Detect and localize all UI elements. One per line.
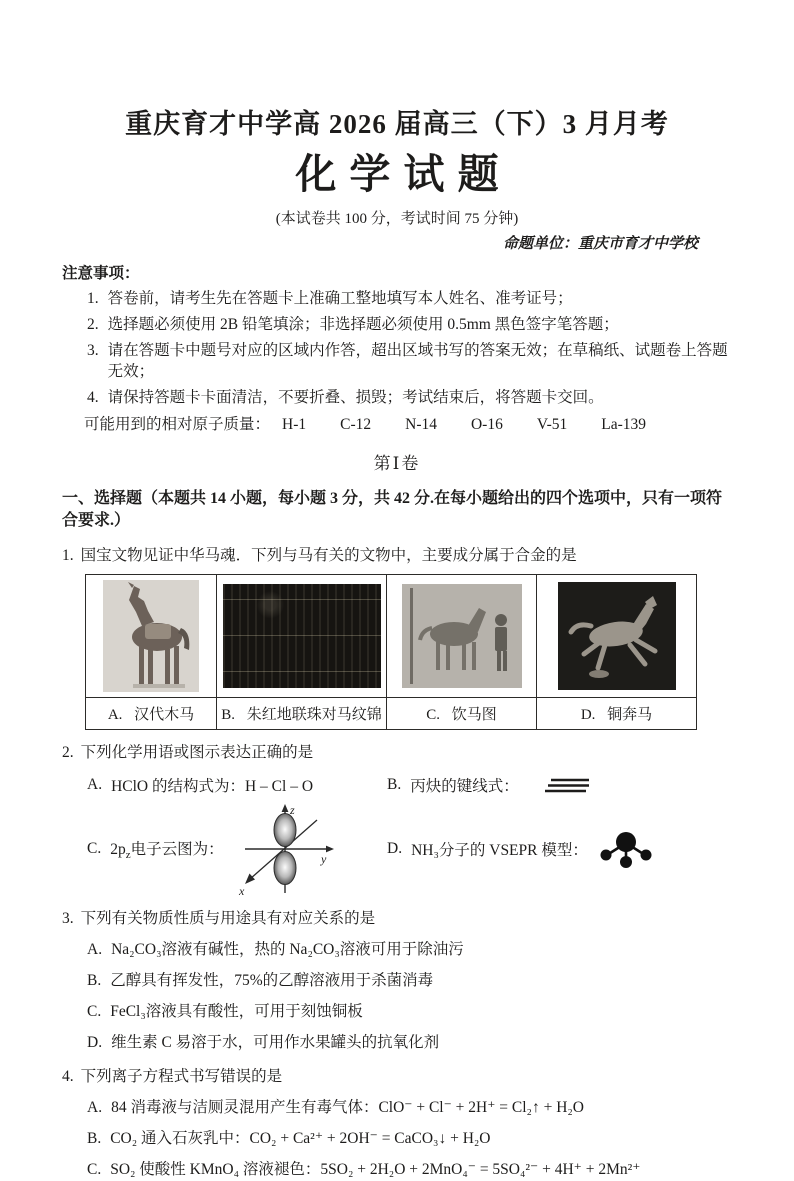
option-letter: A.	[87, 940, 103, 958]
atomic-mass-value: La-139	[601, 415, 647, 433]
relic-cell-image-c	[387, 574, 537, 697]
relic-option-name: 朱红地联珠对马纹锦	[246, 706, 382, 723]
question-number: 1.	[62, 546, 74, 564]
pz-orbital-diagram	[233, 802, 337, 896]
option-text: NH₃分子的 VSEPR 模型：	[411, 841, 588, 859]
question-number: 3.	[62, 909, 74, 927]
triple-bond-glyph	[544, 776, 590, 794]
paper-info: (本试卷共 100 分，考试时间 75 分钟)	[275, 210, 519, 227]
option-letter: C.	[87, 839, 102, 857]
axis-label-x: x	[238, 883, 244, 898]
relic-label-a	[86, 697, 217, 729]
notice-item-number: 4.	[87, 388, 99, 406]
option-2b	[387, 774, 590, 796]
atomic-mass-value: H-1	[282, 415, 307, 433]
question-text: 下列离子方程式书写错误的是	[80, 1067, 283, 1085]
question-1	[62, 545, 732, 730]
volume-title: 第Ⅰ卷	[373, 453, 421, 473]
option-2d	[387, 802, 655, 896]
relic-label-b	[217, 697, 387, 729]
option-letter: C.	[87, 1002, 102, 1020]
relic-option-name: 汉代木马	[134, 706, 195, 723]
option-text: 维生素 C 易溶于水，可用作水果罐头的抗氧化剂	[111, 1033, 440, 1051]
relic-option-letter: B.	[221, 706, 235, 723]
question-4	[62, 1066, 732, 1181]
relic-cell-image-a	[86, 574, 217, 697]
option-letter: A.	[87, 775, 103, 793]
brocade-image	[223, 584, 381, 688]
notice-item-text: 请在答题卡中题号对应的区域内作答，超出区域书写的答案无效；在草稿纸、试题卷上答题无效；	[107, 341, 728, 380]
notice-item-number: 2.	[87, 315, 99, 333]
option-letter: D.	[87, 1033, 103, 1051]
relic-option-name: 饮马图	[451, 706, 497, 723]
relic-cell-image-b	[217, 574, 387, 697]
option-4a	[87, 1097, 732, 1119]
relic-option-name: 铜奔马	[607, 706, 653, 723]
notice-item-2	[87, 314, 732, 335]
option-text: 乙醇具有挥发性，75%的乙醇溶液用于杀菌消毒	[110, 971, 434, 989]
horse-painting-image	[402, 584, 522, 688]
vsepr-model-image	[597, 828, 655, 870]
option-text: SO₂ 使酸性 KMnO₄ 溶液褪色：5SO₂ + 2H₂O + 2MnO₄⁻ = 5SO₄²⁻ + 4H⁺ + 2Mn²⁺	[110, 1160, 641, 1178]
exam-subject: 化学试题	[295, 150, 512, 197]
atomic-mass-value: C-12	[340, 415, 372, 433]
relic-label-d	[537, 697, 697, 729]
question-3	[62, 908, 732, 1054]
issuer-note: 命题单位：重庆市育才中学校	[502, 235, 698, 252]
option-text: 84 消毒液与洁厕灵混用产生有毒气体：ClO⁻ + Cl⁻ + 2H⁺ = Cl₂↑ + H₂O	[111, 1098, 584, 1116]
notice-item-3	[87, 340, 732, 382]
option-letter: B.	[387, 775, 402, 793]
option-2a	[87, 774, 387, 796]
question-text: 下列化学用语或图示表达正确的是	[80, 743, 314, 761]
axis-label-z: z	[289, 802, 295, 817]
atomic-mass-row	[84, 414, 732, 435]
question-text: 下列有关物质性质与用途具有对应关系的是	[80, 909, 376, 927]
relic-option-letter: C.	[426, 706, 440, 723]
option-text: HClO 的结构式为：H – Cl – O	[111, 777, 314, 795]
atomic-mass-value: O-16	[470, 415, 503, 433]
option-3a	[87, 939, 732, 961]
notice-item-text: 请保持答题卡卡面清洁，不要折叠、损毁；考试结束后，将答题卡交回。	[107, 388, 604, 406]
option-text: CO₂ 通入石灰乳中：CO₂ + Ca²⁺ + 2OH⁻ = CaCO₃↓ + H₂O	[110, 1129, 491, 1147]
relic-option-letter: D.	[580, 706, 596, 723]
option-letter: A.	[87, 1098, 103, 1116]
option-4c	[87, 1159, 732, 1181]
option-3b	[87, 970, 732, 992]
notice-heading: 注意事项：	[62, 264, 140, 282]
question-number: 2.	[62, 743, 74, 761]
notice-section	[62, 261, 732, 435]
option-letter: D.	[387, 839, 403, 857]
option-3c	[87, 1001, 732, 1023]
question-text: 国宝文物见证中华马魂．下列与马有关的文物中，主要成分属于合金的是	[80, 546, 577, 564]
notice-item-4	[87, 387, 732, 408]
relic-table	[85, 574, 697, 730]
option-letter: B.	[87, 971, 102, 989]
atomic-mass-label: 可能用到的相对原子质量：	[84, 415, 271, 433]
axis-label-y: y	[320, 851, 326, 866]
atomic-mass-value: V-51	[536, 415, 568, 433]
option-text: FeCl₃溶液具有酸性，可用于刻蚀铜板	[110, 1002, 363, 1020]
option-letter: C.	[87, 1160, 102, 1178]
relic-cell-image-d	[537, 574, 697, 697]
option-text: $2p_z$电子云图为：	[110, 840, 224, 861]
choice-section-header: 一、选择题（本题共 14 小题，每小题 3 分，共 42 分.在每小题给出的四个选项中，只有一项符合要求.）	[62, 489, 723, 530]
question-2	[62, 742, 732, 896]
wooden-horse-image	[103, 580, 199, 692]
bronze-horse-image	[558, 582, 676, 690]
notice-item-number: 3.	[87, 341, 99, 359]
notice-item-1	[87, 288, 732, 309]
orbital-subscript: z	[125, 848, 131, 861]
exam-title: 重庆育才中学高 2026 届高三（下）3 月月考	[125, 109, 669, 139]
notice-item-text: 选择题必须使用 2B 铅笔填涂；非选择题必须使用 0.5mm 黑色签字笔答题；	[107, 315, 619, 333]
option-3d	[87, 1032, 732, 1054]
option-letter: B.	[87, 1129, 102, 1147]
notice-item-text: 答卷前，请考生先在答题卡上准确工整地填写本人姓名、准考证号；	[107, 289, 573, 307]
atomic-mass-value: N-14	[405, 415, 437, 433]
relic-option-letter: A.	[107, 706, 123, 723]
option-2c	[87, 802, 387, 896]
option-4b	[87, 1128, 732, 1150]
option-text: 丙炔的键线式：	[410, 777, 519, 795]
relic-label-c	[387, 697, 537, 729]
notice-item-number: 1.	[87, 289, 99, 307]
option-text: Na₂CO₃溶液有碱性，热的 Na₂CO₃溶液可用于除油污	[111, 940, 464, 958]
question-number: 4.	[62, 1067, 74, 1085]
